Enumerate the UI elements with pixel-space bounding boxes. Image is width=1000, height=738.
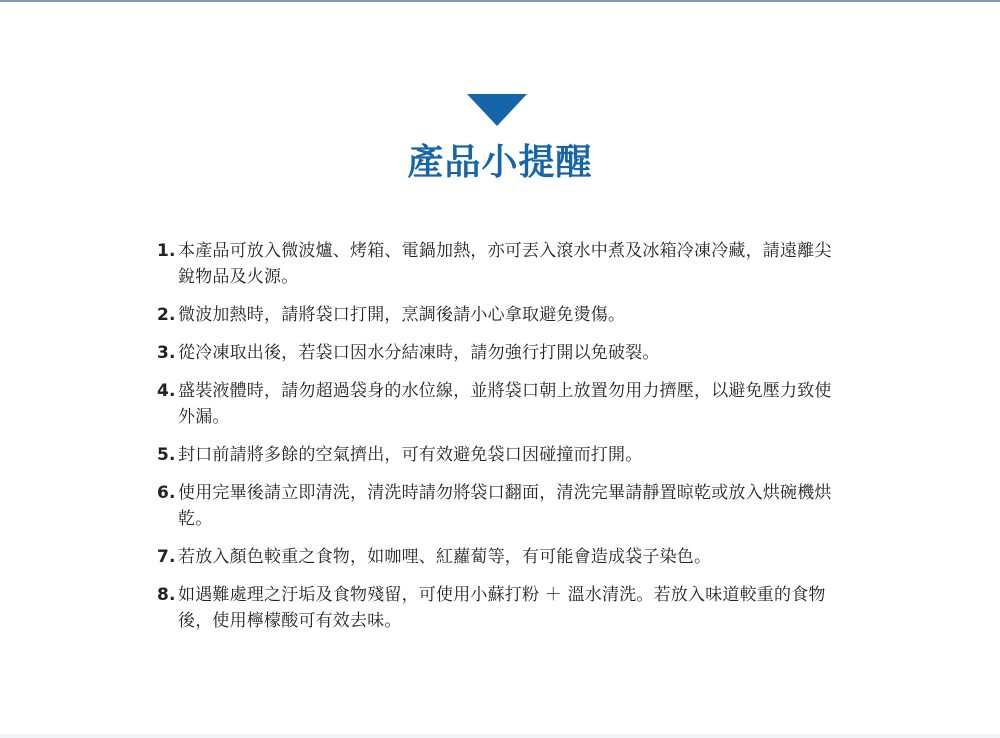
list-item (157, 544, 847, 570)
item-number: 3. (157, 343, 176, 363)
list-item (157, 340, 847, 366)
item-text: 從冷凍取出後，若袋口因水分結凍時，請勿強行打開以免破裂。 (178, 343, 660, 363)
list-item (157, 442, 847, 468)
top-divider (0, 0, 1000, 2)
item-text: 如遇難處理之汙垢及食物殘留，可使用小蘇打粉 ＋ 溫水清洗。若放入味道較重的食物後，使用檸檬酸可有效去味。 (178, 585, 826, 631)
item-text: 微波加熱時，請將袋口打開，烹調後請小心拿取避免燙傷。 (178, 305, 626, 325)
item-text: 若放入顏色較重之食物，如咖哩、紅蘿蔔等，有可能會造成袋子染色。 (178, 547, 712, 567)
item-text: 本產品可放入微波爐、烤箱、電鍋加熱，亦可丟入滾水中煮及冰箱冷凍冷藏，請遠離尖銳物品及火源。 (178, 241, 832, 287)
bottom-divider (0, 734, 1000, 738)
item-number: 7. (157, 547, 176, 567)
list-item (157, 480, 847, 532)
item-number: 2. (157, 305, 176, 325)
item-text: 盛裝液體時，請勿超過袋身的水位線，並將袋口朝上放置勿用力擠壓，以避免壓力致使外漏。 (178, 381, 832, 427)
tips-list (157, 238, 847, 646)
list-item (157, 378, 847, 430)
item-text: 封口前請將多餘的空氣擠出，可有效避免袋口因碰撞而打開。 (178, 445, 643, 465)
item-number: 1. (157, 241, 176, 261)
item-number: 8. (157, 585, 176, 605)
page-title: 產品小提醒 (407, 142, 593, 183)
list-item (157, 582, 847, 634)
list-item (157, 302, 847, 328)
triangle-down-icon (467, 94, 527, 126)
list-item (157, 238, 847, 290)
item-number: 6. (157, 483, 176, 503)
item-number: 4. (157, 381, 176, 401)
item-text: 使用完畢後請立即清洗，清洗時請勿將袋口翻面，清洗完畢請靜置晾乾或放入烘碗機烘乾。 (178, 483, 832, 529)
item-number: 5. (157, 445, 176, 465)
